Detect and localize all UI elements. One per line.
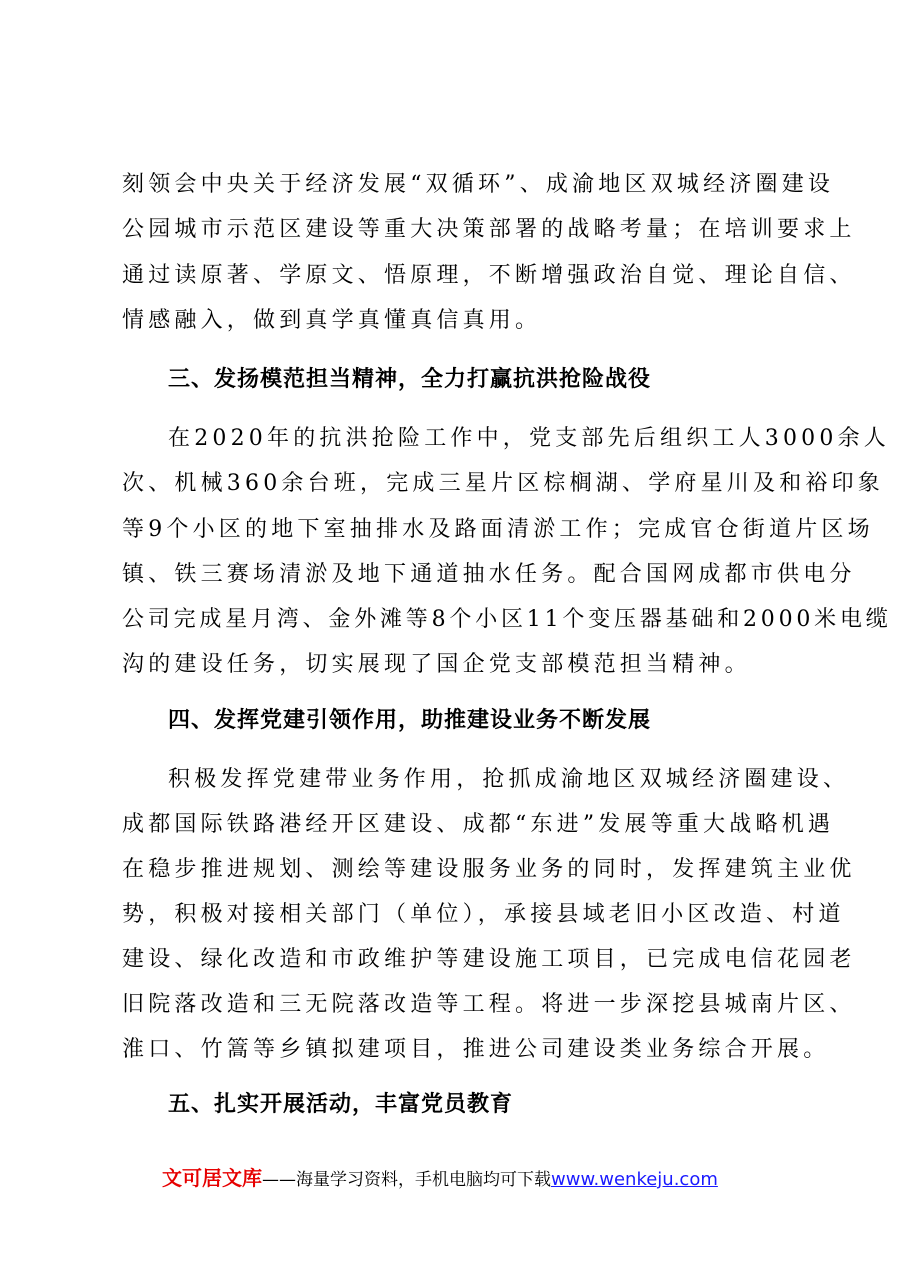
paragraph-line: 沟的建设任务，切实展现了国企党支部模范担当精神。	[122, 652, 751, 677]
footer-tagline: ——海量学习资料，手机电脑均可下载	[262, 1170, 551, 1190]
paragraph-line: 成都国际铁路港经开区建设、成都“东进”发展等重大战略机遇	[122, 812, 835, 837]
paragraph-line: 刻领会中央关于经济发展“双循环”、成渝地区双城经济圈建设	[122, 172, 835, 197]
paragraph-line: 在稳步推进规划、测绘等建设服务业务的同时，发挥建筑主业优	[122, 857, 856, 882]
paragraph-line: 公园城市示范区建设等重大决策部署的战略考量；在培训要求上	[122, 217, 856, 242]
paragraph-line: 旧院落改造和三无院落改造等工程。将进一步深挖县城南片区、	[122, 992, 856, 1017]
paragraph-line: 淮口、竹篙等乡镇拟建项目，推进公司建设类业务综合开展。	[122, 1037, 830, 1062]
paragraph-line: 镇、铁三赛场清淤及地下通道抽水任务。配合国网成都市供电分	[122, 562, 856, 587]
paragraph-line: 建设、绿化改造和市政维护等建设施工项目，已完成电信花园老	[122, 947, 856, 972]
paragraph-line: 势，积极对接相关部门（单位），承接县域老旧小区改造、村道	[122, 902, 845, 927]
paragraph-line: 公司完成星月湾、金外滩等8个小区11个变压器基础和2000米电缆	[122, 607, 892, 632]
paragraph-line: 积极发挥党建带业务作用，抢抓成渝地区双城经济圈建设、	[168, 767, 850, 792]
paragraph-line: 等9个小区的地下室抽排水及路面清淤工作；完成官仓街道片区场	[122, 517, 874, 542]
paragraph-line: 次、机械360余台班，完成三星片区棕榈湖、学府星川及和裕印象	[122, 471, 884, 496]
footer-banner	[162, 1163, 718, 1195]
paragraph-line: 在2020年的抗洪抢险工作中，党支部先后组织工人3000余人	[168, 426, 890, 451]
paragraph-line: 通过读原著、学原文、悟原理，不断增强政治自觉、理论自信、	[122, 263, 856, 288]
section-5-heading: 五、扎实开展活动，丰富党员教育	[168, 1092, 514, 1117]
section-3-heading: 三、发扬模范担当精神，全力打赢抗洪抢险战役	[168, 367, 652, 392]
footer-url-link[interactable]: www.wenkeju.com	[551, 1169, 718, 1190]
section-4-heading: 四、发挥党建引领作用，助推建设业务不断发展	[168, 708, 652, 733]
brand-name: 文可居文库	[162, 1166, 262, 1190]
paragraph-line: 情感融入，做到真学真懂真信真用。	[122, 308, 542, 333]
